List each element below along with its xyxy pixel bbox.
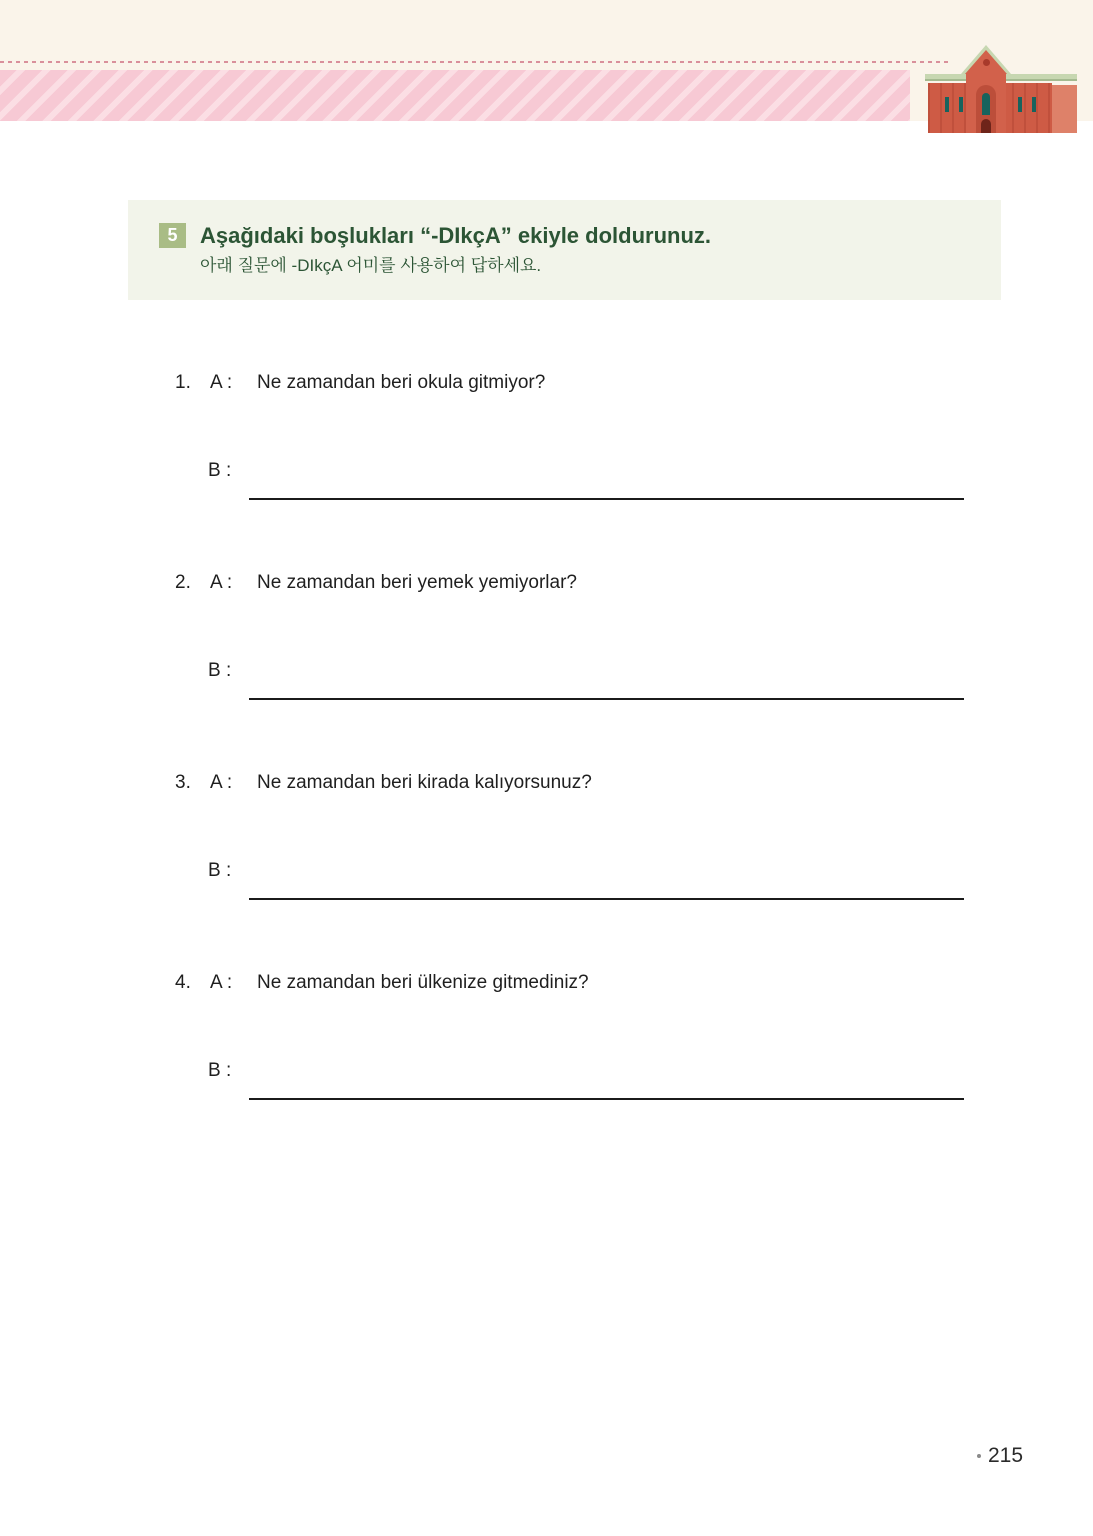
question-item — [0, 770, 1093, 970]
exercise-subtitle-korean: 아래 질문에 -DIkçA 어미를 사용하여 답하세요. — [200, 256, 542, 275]
exercise-title: Aşağıdaki boşlukları “-DIkçA” ekiyle doldurunuz. — [200, 223, 712, 248]
footer-bullet — [977, 1454, 981, 1458]
pink-stripe-band — [0, 70, 910, 121]
answer-blank-line[interactable] — [249, 1098, 964, 1100]
question-text: Ne zamandan beri ülkenize gitmediniz? — [257, 972, 589, 993]
answer-blank-line[interactable] — [249, 898, 964, 900]
building-rose-window — [983, 59, 990, 66]
question-number: 2. — [175, 572, 191, 593]
exercise-number-badge: 5 — [159, 223, 186, 248]
question-number: 1. — [175, 372, 191, 393]
question-item — [0, 370, 1093, 570]
question-text: Ne zamandan beri okula gitmiyor? — [257, 372, 546, 393]
building-icon — [925, 45, 1077, 133]
speaker-b-label: B : — [208, 460, 232, 481]
speaker-a-label: A : — [210, 372, 233, 393]
building-door — [981, 119, 991, 133]
dotted-divider — [0, 61, 950, 63]
speaker-b-label: B : — [208, 1060, 232, 1081]
building-portal-window — [982, 93, 990, 115]
question-number: 3. — [175, 772, 191, 793]
answer-blank-line[interactable] — [249, 698, 964, 700]
question-text: Ne zamandan beri yemek yemiyorlar? — [257, 572, 577, 593]
question-item — [0, 570, 1093, 770]
exercise-header-box — [128, 200, 1001, 300]
building-wing — [1052, 85, 1077, 133]
building-window — [1032, 97, 1036, 112]
question-text: Ne zamandan beri kirada kalıyorsunuz? — [257, 772, 592, 793]
speaker-a-label: A : — [210, 772, 233, 793]
speaker-a-label: A : — [210, 972, 233, 993]
speaker-a-label: A : — [210, 572, 233, 593]
speaker-b-label: B : — [208, 860, 232, 881]
question-item — [0, 970, 1093, 1170]
building-window — [959, 97, 963, 112]
page-number: 215 — [988, 1444, 1024, 1467]
question-list — [0, 370, 1093, 1170]
answer-blank-line[interactable] — [249, 498, 964, 500]
question-number: 4. — [175, 972, 191, 993]
building-window — [1018, 97, 1022, 112]
speaker-b-label: B : — [208, 660, 232, 681]
building-window — [945, 97, 949, 112]
